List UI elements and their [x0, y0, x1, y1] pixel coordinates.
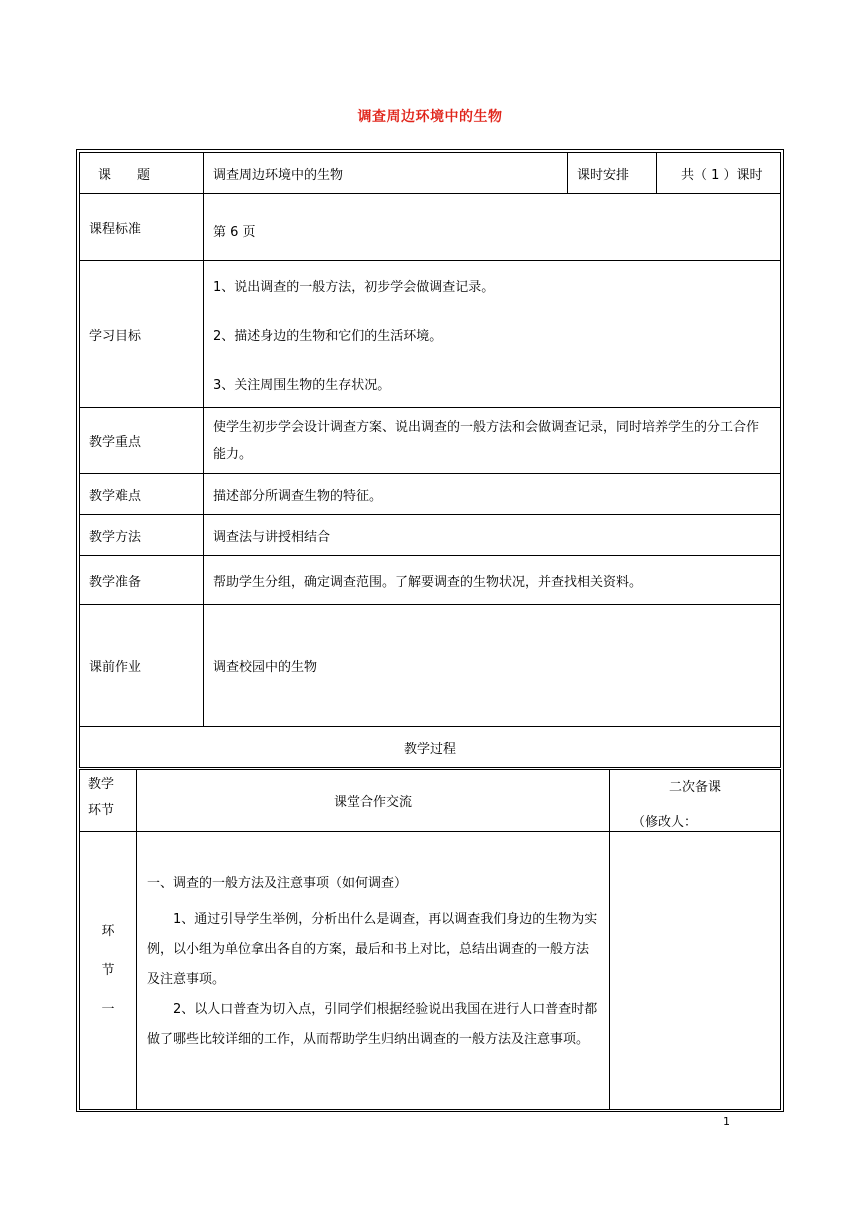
difficulty-row [80, 474, 781, 515]
process-table [79, 769, 781, 1110]
goals-list [204, 261, 781, 408]
page-number: 1 [723, 1115, 730, 1128]
goals-label: 学习目标 [80, 261, 204, 408]
hours-value: 共（ 1 ）课时 [657, 153, 781, 194]
course-label: 课 题 [80, 153, 204, 194]
main-column-header: 课堂合作交流 [137, 770, 610, 832]
difficulty-value: 描述部分所调查生物的特征。 [204, 474, 781, 515]
stage-char: 环 [101, 924, 115, 939]
homework-value: 调查校园中的生物 [204, 605, 781, 727]
stage-one-label [80, 832, 137, 1110]
goal-item: 1、说出调查的一般方法，初步学会做调查记录。 [213, 279, 495, 295]
stage-one-row [80, 832, 781, 1110]
standard-row [80, 194, 781, 261]
notes-header-editor: （修改人： [632, 815, 698, 830]
stage-char: 节 [101, 963, 115, 978]
goals-row [80, 261, 781, 408]
preparation-row [80, 556, 781, 605]
homework-label: 课前作业 [80, 605, 204, 727]
standard-label: 课程标准 [80, 194, 204, 261]
course-value: 调查周边环境中的生物 [204, 153, 568, 194]
process-heading: 教学过程 [80, 727, 781, 768]
content-paragraph: 1、通过引导学生举例，分析出什么是调查，再以调查我们身边的生物为实例，以小组为单位拿出各自的方案，最后和书上对比，总结出调查的一般方法及注意事项。 [147, 912, 598, 987]
stage-header-line: 教学 [88, 777, 115, 792]
method-label: 教学方法 [80, 515, 204, 556]
content-paragraph: 2、以人口普查为切入点，引同学们根据经验说出我国在进行人口普查时都做了哪些比较详细的工作，从而帮助学生归纳出调查的一般方法及注意事项。 [147, 1002, 598, 1047]
goal-item: 3、关注周围生物的生存状况。 [213, 377, 391, 393]
course-row [80, 153, 781, 194]
notes-header-title: 二次备课 [668, 780, 721, 795]
standard-value: 第 6 页 [204, 194, 781, 261]
difficulty-label: 教学难点 [80, 474, 204, 515]
lesson-info-table [79, 152, 781, 768]
section-heading: 一、调查的一般方法及注意事项（如何调查） [147, 876, 408, 891]
key-points-value: 使学生初步学会设计调查方案、说出调查的一般方法和会做调查记录，同时培养学生的分工合作能力。 [204, 408, 781, 474]
document-title: 调查周边环境中的生物 [357, 109, 503, 125]
notes-column-header [610, 770, 781, 832]
key-points-label: 教学重点 [80, 408, 204, 474]
stage-char: 一 [101, 1002, 115, 1017]
goal-item: 2、描述身边的生物和它们的生活环境。 [213, 328, 443, 344]
process-heading-row [80, 727, 781, 768]
preparation-value: 帮助学生分组，确定调查范围。了解要调查的生物状况，并查找相关资料。 [204, 556, 781, 605]
stage-one-content [137, 832, 610, 1110]
method-row [80, 515, 781, 556]
stage-column-header [80, 770, 137, 832]
key-points-row [80, 408, 781, 474]
method-value: 调查法与讲授相结合 [204, 515, 781, 556]
hours-label: 课时安排 [568, 153, 657, 194]
revision-notes-cell[interactable] [610, 832, 781, 1110]
homework-row [80, 605, 781, 727]
process-header-row [80, 770, 781, 832]
stage-header-line: 环节 [88, 803, 115, 818]
preparation-label: 教学准备 [80, 556, 204, 605]
